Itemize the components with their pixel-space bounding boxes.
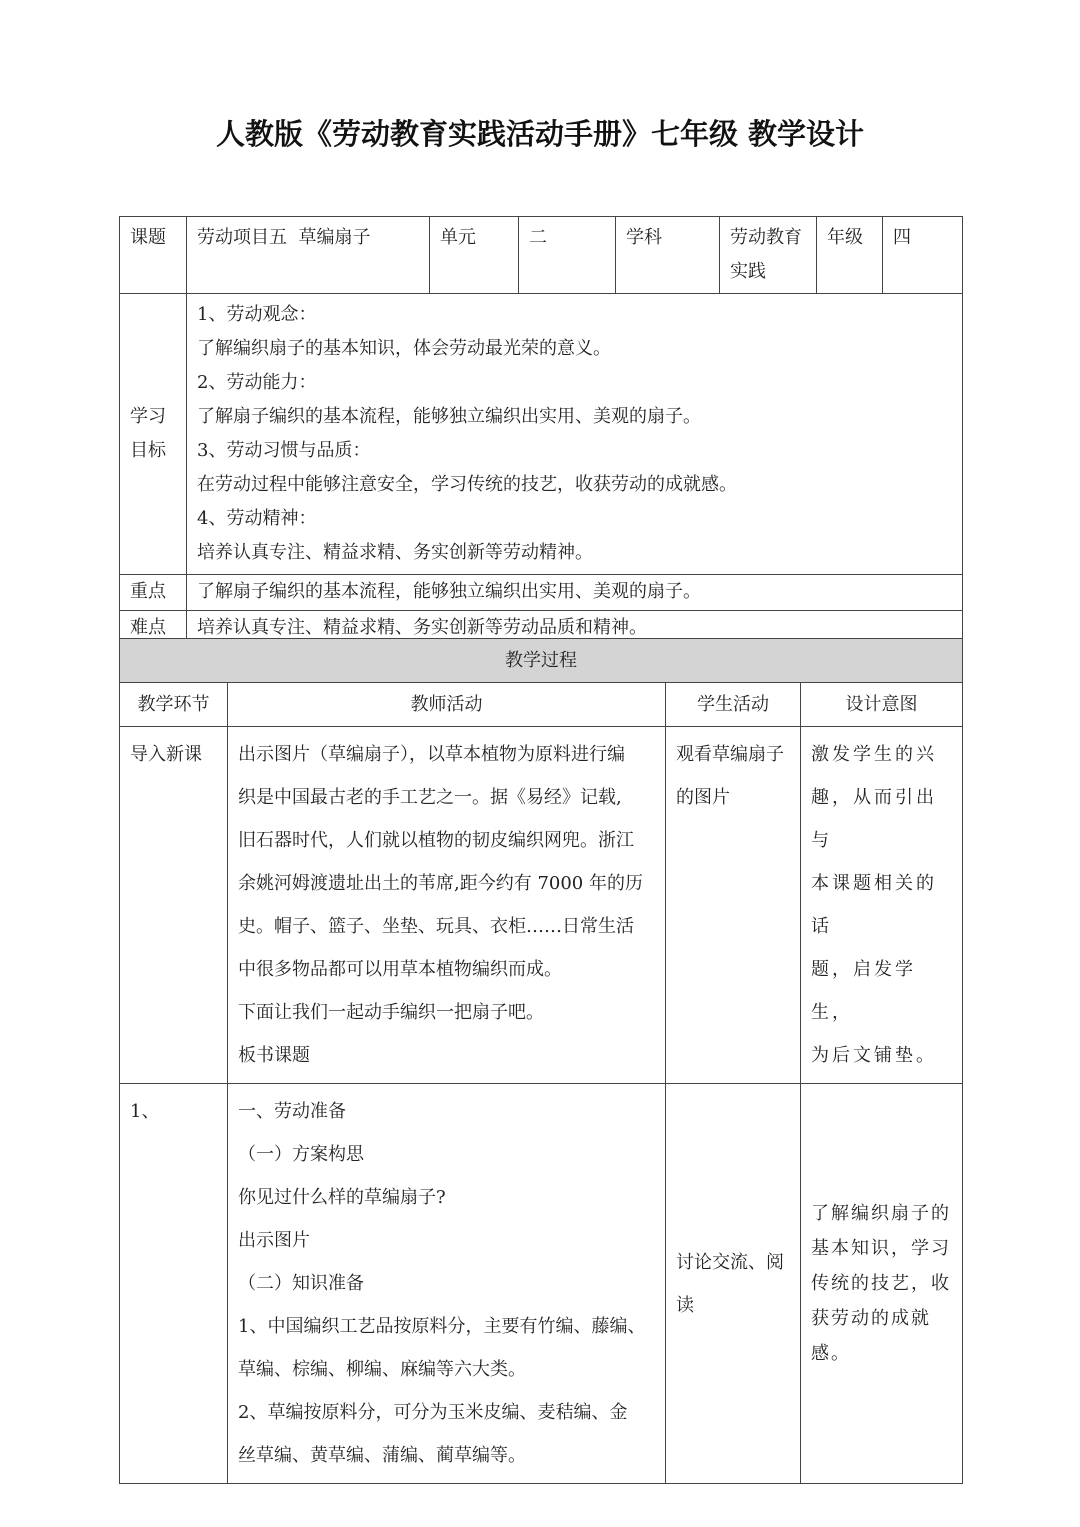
difficult-point-label: 难点 bbox=[120, 611, 187, 647]
topic-label: 课题 bbox=[120, 217, 187, 294]
process-row-intro bbox=[120, 727, 963, 1084]
intent-line: 基本知识，学习 bbox=[811, 1238, 951, 1259]
student-line: 读 bbox=[676, 1294, 694, 1316]
grade-value: 四 bbox=[883, 217, 963, 294]
info-row-header bbox=[120, 217, 963, 294]
unit-value: 二 bbox=[519, 217, 616, 294]
teacher-line: 1、中国编织工艺品按原料分，主要有竹编、藤编、 bbox=[238, 1316, 646, 1337]
process-heading: 教学过程 bbox=[120, 639, 963, 683]
teacher-line: 出示图片 bbox=[238, 1230, 310, 1251]
design-intent-cell bbox=[801, 727, 963, 1084]
topic-value: 劳动项目五 草编扇子 bbox=[187, 217, 430, 294]
difficult-point-text: 培养认真专注、精益求精、务实创新等劳动品质和精神。 bbox=[187, 611, 963, 647]
objective-line: 1、劳动观念： bbox=[197, 304, 317, 325]
teacher-line: 丝草编、黄草编、蒲编、蔺草编等。 bbox=[238, 1445, 526, 1466]
objective-line: 在劳动过程中能够注意安全，学习传统的技艺，收获劳动的成就感。 bbox=[197, 474, 737, 495]
intent-line: 了解编织扇子的 bbox=[811, 1203, 951, 1224]
objective-line: 了解扇子编织的基本流程，能够独立编织出实用、美观的扇子。 bbox=[197, 406, 701, 427]
key-point-label: 重点 bbox=[120, 575, 187, 611]
column-header-teacher: 教师活动 bbox=[228, 683, 666, 727]
column-header-student: 学生活动 bbox=[666, 683, 801, 727]
subject-value bbox=[720, 217, 817, 294]
teacher-line: 出示图片（草编扇子），以草本植物为原料进行编 bbox=[238, 744, 625, 765]
unit-label: 单元 bbox=[430, 217, 519, 294]
teacher-line: 下面让我们一起动手编织一把扇子吧。 bbox=[238, 1002, 544, 1023]
info-table bbox=[119, 216, 963, 647]
subject-value-line: 实践 bbox=[730, 261, 766, 282]
page-title: 人教版《劳动教育实践活动手册》七年级 教学设计 bbox=[215, 117, 865, 151]
teacher-line: 余姚河姆渡遗址出土的苇席,距今约有 7000 年的历 bbox=[238, 873, 643, 894]
teacher-line: （二）知识准备 bbox=[238, 1273, 364, 1294]
objective-line: 培养认真专注、精益求精、务实创新等劳动精神。 bbox=[197, 542, 593, 563]
key-point-row bbox=[120, 575, 963, 611]
intent-line: 题，启发学生， bbox=[811, 959, 916, 1023]
objective-line: 3、劳动习惯与品质： bbox=[197, 440, 371, 461]
intent-line: 趣，从而引出与 bbox=[811, 787, 937, 851]
key-point-text: 了解扇子编织的基本流程，能够独立编织出实用、美观的扇子。 bbox=[187, 575, 963, 611]
teacher-activity-cell bbox=[228, 1084, 666, 1484]
objective-line: 了解编织扇子的基本知识，体会劳动最光荣的意义。 bbox=[197, 338, 611, 359]
objectives-label-line: 目标 bbox=[130, 440, 166, 461]
teacher-line: 中很多物品都可以用草本植物编织而成。 bbox=[238, 959, 562, 980]
student-line: 讨论交流、阅 bbox=[676, 1251, 784, 1273]
objectives-label-line: 学习 bbox=[130, 406, 166, 427]
teacher-line: （一）方案构思 bbox=[238, 1144, 364, 1165]
teacher-line: 你见过什么样的草编扇子? bbox=[238, 1187, 446, 1208]
student-line: 的图片 bbox=[676, 787, 730, 808]
teacher-activity-cell bbox=[228, 727, 666, 1084]
student-activity-cell bbox=[666, 727, 801, 1084]
column-header-intent: 设计意图 bbox=[801, 683, 963, 727]
intent-line: 激发学生的兴 bbox=[811, 744, 937, 765]
grade-label: 年级 bbox=[817, 217, 883, 294]
intent-line: 感。 bbox=[811, 1343, 851, 1364]
design-intent-cell bbox=[801, 1084, 963, 1484]
student-activity-cell bbox=[666, 1084, 801, 1484]
process-column-header-row bbox=[120, 683, 963, 727]
objectives-content bbox=[187, 294, 963, 575]
intent-line: 本课题相关的话 bbox=[811, 873, 937, 937]
objective-line: 2、劳动能力： bbox=[197, 372, 317, 393]
teacher-line: 草编、棕编、柳编、麻编等六大类。 bbox=[238, 1359, 526, 1380]
teacher-line: 一、劳动准备 bbox=[238, 1101, 346, 1122]
objective-line: 4、劳动精神： bbox=[197, 508, 317, 529]
subject-value-line: 劳动教育 bbox=[730, 227, 802, 248]
process-row-1 bbox=[120, 1084, 963, 1484]
stage-cell: 1、 bbox=[120, 1084, 228, 1484]
teacher-line: 织是中国最古老的手工艺之一。据《易经》记载, bbox=[238, 787, 622, 808]
intent-line: 传统的技艺，收 bbox=[811, 1273, 951, 1294]
teacher-line: 2、草编按原料分，可分为玉米皮编、麦秸编、金 bbox=[238, 1402, 628, 1423]
teacher-line: 史。帽子、篮子、坐垫、玩具、衣柜……日常生活 bbox=[238, 916, 634, 937]
intent-line: 获劳动的成就 bbox=[811, 1308, 931, 1329]
process-heading-row bbox=[120, 639, 963, 683]
objectives-row bbox=[120, 294, 963, 575]
stage-cell: 导入新课 bbox=[120, 727, 228, 1084]
column-header-stage: 教学环节 bbox=[120, 683, 228, 727]
student-line: 观看草编扇子 bbox=[676, 744, 784, 765]
intent-line: 为后文铺垫。 bbox=[811, 1045, 937, 1066]
subject-label: 学科 bbox=[616, 217, 720, 294]
teacher-line: 板书课题 bbox=[238, 1045, 310, 1066]
objectives-label bbox=[120, 294, 187, 575]
process-table bbox=[119, 638, 963, 1484]
teacher-line: 旧石器时代，人们就以植物的韧皮编织网兜。浙江 bbox=[238, 830, 634, 851]
